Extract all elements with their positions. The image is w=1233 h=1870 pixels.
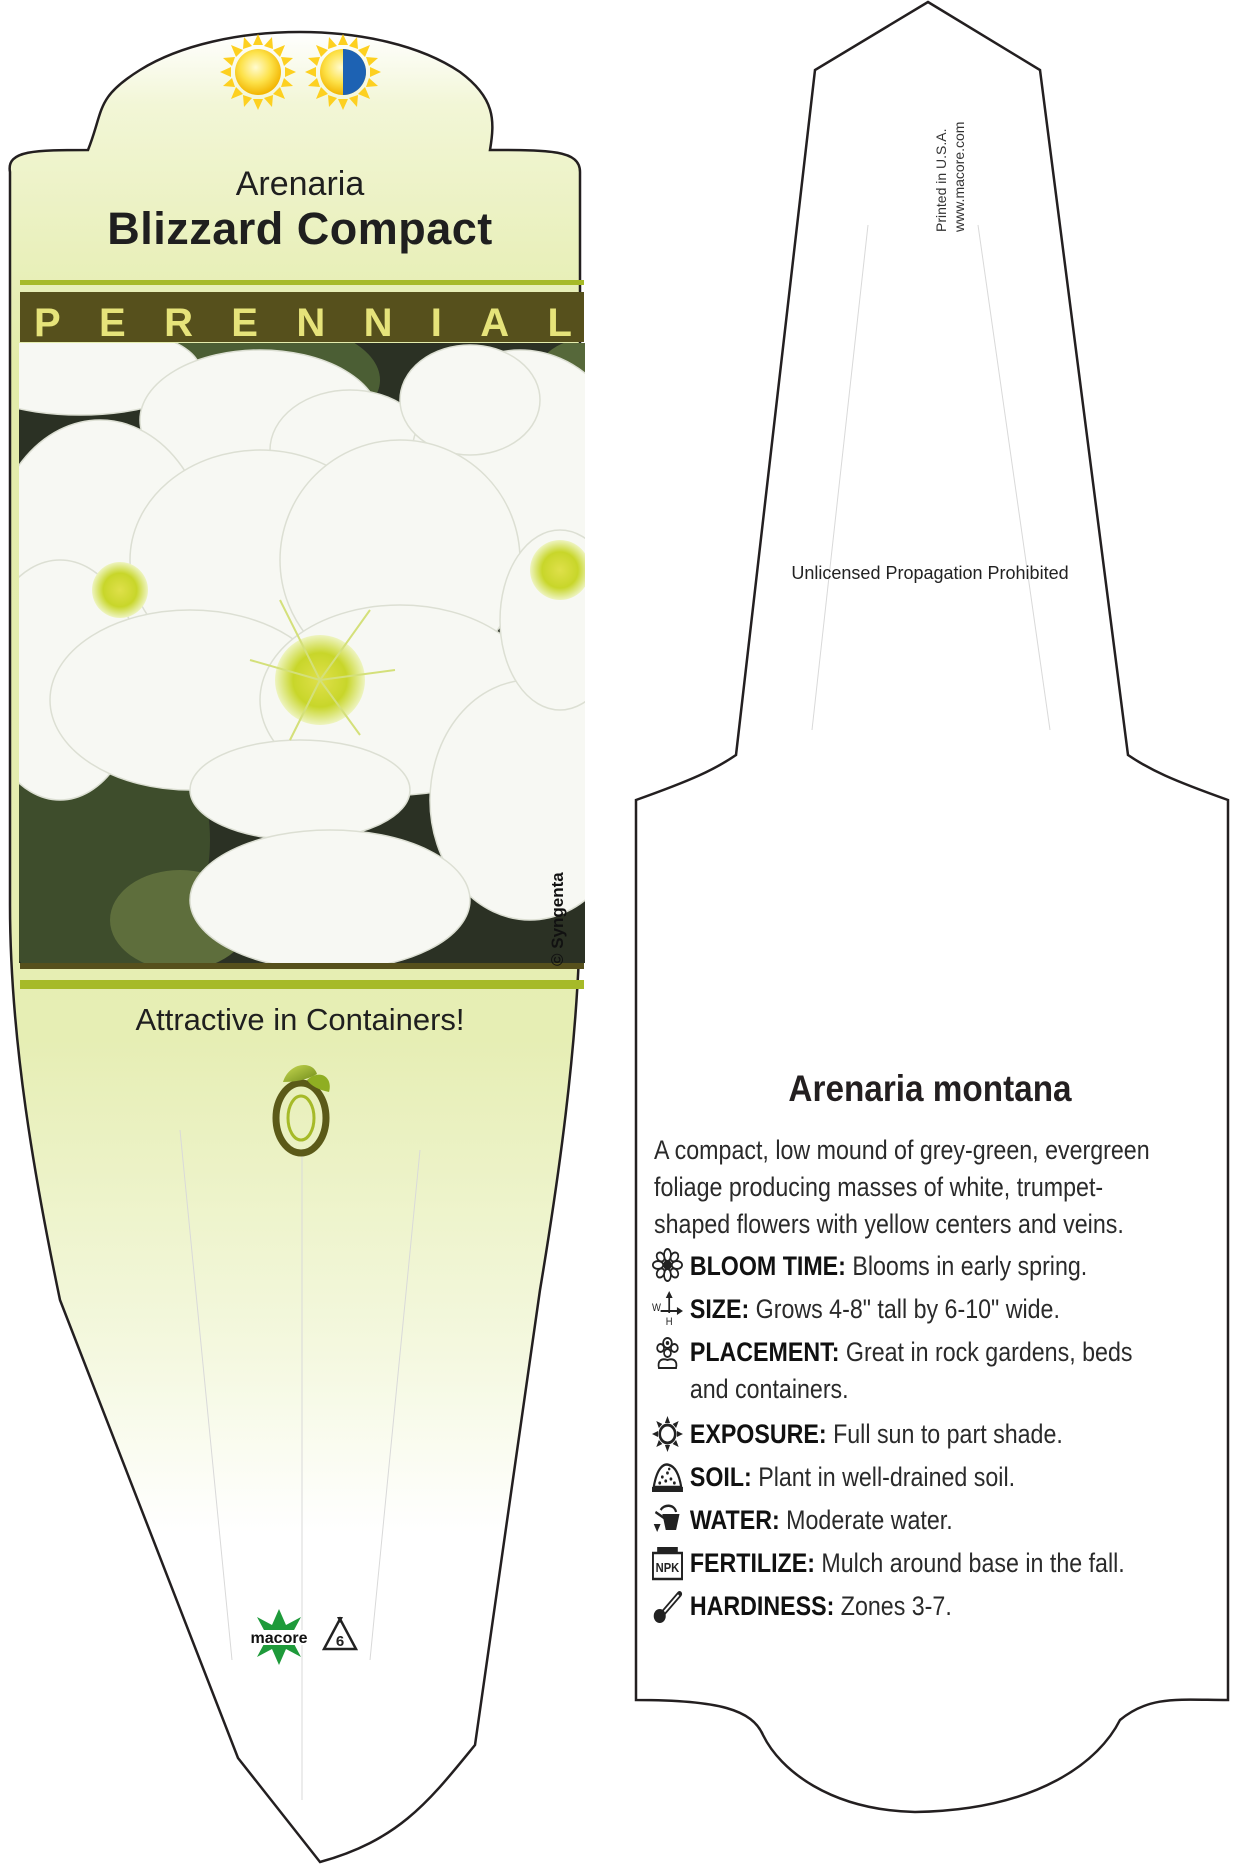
care-item: [652, 1291, 1177, 1328]
care-label: FERTILIZE:: [689, 1548, 815, 1578]
care-text: Grows 4-8" tall by 6-10" wide.: [749, 1294, 1060, 1324]
care-label: PLACEMENT:: [689, 1337, 840, 1367]
botanical-name: Arenaria montana: [788, 1068, 1072, 1109]
perennial-letter: L: [547, 300, 572, 345]
bloom-flower-icon: [652, 1248, 685, 1285]
propagation-notice: Unlicensed Propagation Prohibited: [791, 563, 1069, 583]
placement-plant-icon: [652, 1334, 685, 1371]
care-text: Mulch around base in the fall.: [814, 1548, 1125, 1578]
website-text: www.macore.com: [951, 121, 967, 232]
care-item: [652, 1459, 1177, 1496]
photo-credit: © Syngenta: [548, 872, 567, 966]
svg-text:H: H: [665, 1316, 673, 1327]
macore-logo-text: macore: [250, 1630, 308, 1647]
care-label: EXPOSURE:: [689, 1419, 827, 1449]
care-label: BLOOM TIME:: [689, 1251, 846, 1281]
svg-text:6: 6: [335, 1633, 345, 1650]
perennial-letter: R: [164, 300, 193, 345]
care-text: Moderate water.: [779, 1505, 953, 1535]
category-label-perennial: [20, 298, 580, 348]
care-label: SOIL:: [689, 1462, 752, 1492]
bottom-accent-stripe: [20, 980, 584, 989]
perennial-letter: P: [34, 300, 61, 345]
size-arrows-icon: [652, 1291, 685, 1328]
watering-can-icon: [652, 1502, 685, 1539]
perennial-letter: A: [480, 300, 510, 345]
perennial-letter: E: [231, 300, 258, 345]
care-label: SIZE:: [689, 1294, 750, 1324]
top-accent-stripe: [20, 280, 584, 285]
svg-text:NPK: NPK: [655, 1560, 680, 1576]
care-instructions: [652, 1248, 1177, 1631]
care-item: [652, 1545, 1177, 1582]
care-text: Great in rock gardens, beds and containers.: [689, 1337, 1133, 1404]
printed-info: [932, 122, 968, 232]
care-item: [652, 1416, 1177, 1453]
svg-text:W: W: [652, 1302, 661, 1315]
plant-description: A compact, low mound of grey-green, evergreen foliage producing masses of white, trumpet-shaped flowers with yellow centers and veins.: [654, 1135, 1150, 1239]
care-label: HARDINESS:: [689, 1591, 835, 1621]
care-label: WATER:: [689, 1505, 780, 1535]
care-text: Blooms in early spring.: [845, 1251, 1088, 1281]
perennial-letter: N: [363, 300, 393, 345]
sun-outline-icon: [652, 1416, 685, 1453]
care-text: Zones 3-7.: [834, 1591, 952, 1621]
perennial-letter: I: [430, 300, 442, 345]
printed-in-text: Printed in U.S.A.: [933, 128, 949, 232]
care-text: Plant in well-drained soil.: [751, 1462, 1016, 1492]
flower-photo: [0, 320, 640, 990]
photo-bottom-bar: [20, 963, 584, 969]
perennial-letter: N: [296, 300, 326, 345]
care-item: [652, 1588, 1177, 1625]
npk-fertilizer-icon: [652, 1545, 685, 1582]
soil-mound-icon: [652, 1459, 685, 1496]
perennial-letter: E: [99, 300, 126, 345]
care-item: [652, 1334, 1177, 1408]
tagline: Attractive in Containers!: [135, 1002, 465, 1037]
plant-variety-name: Blizzard Compact: [107, 203, 493, 254]
care-item: [652, 1248, 1177, 1285]
care-item: [652, 1502, 1177, 1539]
plant-genus: Arenaria: [235, 165, 365, 203]
thermometer-icon: [652, 1588, 685, 1625]
care-text: Full sun to part shade.: [826, 1419, 1063, 1449]
